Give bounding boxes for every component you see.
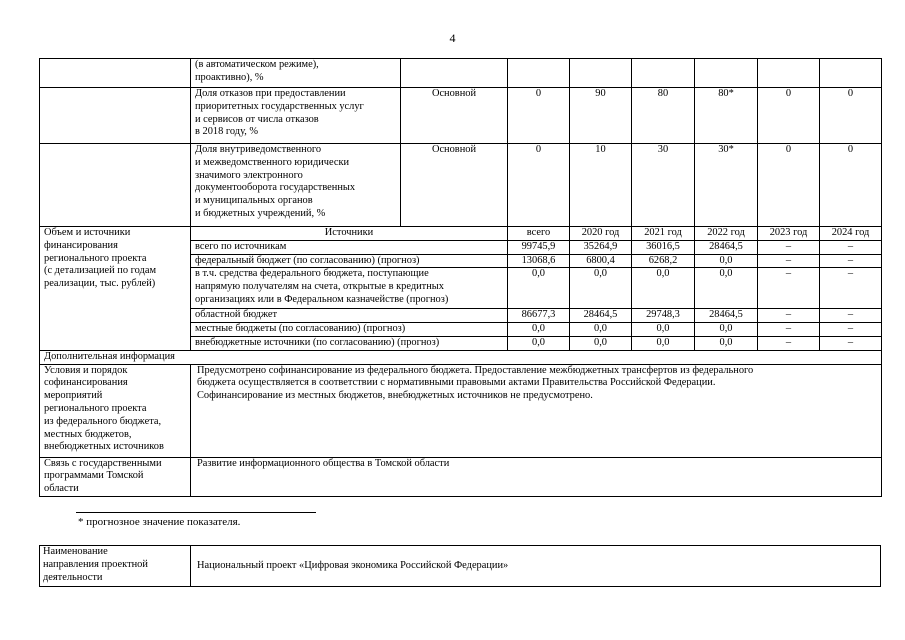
text-line: мероприятий xyxy=(44,390,103,402)
finance-value: – xyxy=(820,268,882,309)
empty-cell xyxy=(40,88,191,144)
indicator-name xyxy=(191,88,401,144)
additional-info: Дополнительная информация xyxy=(40,350,882,364)
text-line: в т.ч. средства федерального бюджета, поступающие xyxy=(195,268,429,280)
year-header: 2023 год xyxy=(758,227,820,241)
indicator-name xyxy=(191,144,401,227)
direction-table xyxy=(39,545,881,587)
indicator-value: 80 xyxy=(632,88,695,144)
finance-value: 0,0 xyxy=(508,268,570,309)
finance-value: – xyxy=(820,240,882,254)
finance-label xyxy=(40,227,191,351)
additional-info-row xyxy=(40,350,882,364)
indicator-type: Основной xyxy=(401,88,508,144)
indicator-value xyxy=(570,59,632,88)
text-line: федеральный бюджет (по согласованию) (прогноз) xyxy=(195,254,420,266)
text-line: проактивно), % xyxy=(195,71,264,83)
finance-value: 0,0 xyxy=(508,323,570,337)
indicator-row xyxy=(40,88,882,144)
finance-value: – xyxy=(820,254,882,268)
indicator-value xyxy=(758,59,820,88)
finance-value: – xyxy=(758,240,820,254)
finance-value: 0,0 xyxy=(570,323,632,337)
text-line: значимого электронного xyxy=(195,169,303,181)
year-header: 2020 год xyxy=(570,227,632,241)
year-header: всего xyxy=(508,227,570,241)
finance-value: – xyxy=(758,309,820,323)
indicator-row xyxy=(40,59,882,88)
text-line: местные бюджеты (по согласованию) (прогноз) xyxy=(195,323,406,335)
finance-value: 35264,9 xyxy=(570,240,632,254)
finance-value: 0,0 xyxy=(570,336,632,350)
year-header: 2021 год xyxy=(632,227,695,241)
indicator-value: 0 xyxy=(508,144,570,227)
finance-value: 0,0 xyxy=(632,323,695,337)
page-number: 4 xyxy=(449,31,456,45)
finance-value: 29748,3 xyxy=(632,309,695,323)
finance-value: 6800,4 xyxy=(570,254,632,268)
text-line: направления проектной xyxy=(43,558,148,570)
text-line: и межведомственного юридически xyxy=(195,156,350,168)
direction-text: Национальный проект «Цифровая экономика Российской Федерации» xyxy=(191,546,881,587)
text-line: финансирования xyxy=(44,239,118,251)
indicator-value xyxy=(508,59,570,88)
indicator-value xyxy=(695,59,758,88)
indicator-value: 0 xyxy=(820,144,882,227)
finance-value: – xyxy=(758,254,820,268)
finance-value: 0,0 xyxy=(632,268,695,309)
finance-value: – xyxy=(820,309,882,323)
finance-value: 36016,5 xyxy=(632,240,695,254)
empty-cell xyxy=(40,59,191,88)
finance-value: 0,0 xyxy=(695,323,758,337)
text-line: программами Томской xyxy=(44,470,144,482)
text-line: и бюджетных учреждений, % xyxy=(195,207,326,219)
text-line: и муниципальных органов xyxy=(195,195,313,207)
indicator-value: 0 xyxy=(508,88,570,144)
text-line: документооборота государственных xyxy=(195,182,356,194)
text-line: Наименование xyxy=(43,546,108,557)
finance-value: 0,0 xyxy=(632,336,695,350)
footnote: * прогнозное значение показателя. xyxy=(78,516,241,528)
text-line: из федерального бюджета, xyxy=(44,415,162,427)
finance-value: 28464,5 xyxy=(695,240,758,254)
text-line: Условия и порядок xyxy=(44,364,128,376)
text-line: регионального проекта xyxy=(44,402,147,414)
finance-value: 28464,5 xyxy=(695,309,758,323)
indicator-value xyxy=(820,59,882,88)
finance-value: 99745,9 xyxy=(508,240,570,254)
text-line: напрямую получателям на счета, открытые в кредитных xyxy=(195,281,444,293)
conditions-label xyxy=(40,364,191,457)
finance-value: – xyxy=(758,323,820,337)
text-line: внебюджетных источников xyxy=(44,441,164,453)
text-line: местных бюджетов, xyxy=(44,428,132,440)
indicator-type xyxy=(401,59,508,88)
direction-row xyxy=(40,546,881,587)
text-line: Доля отказов при предоставлении xyxy=(195,88,346,99)
link-row xyxy=(40,457,882,496)
link-label xyxy=(40,457,191,496)
source-name xyxy=(191,323,508,337)
source-name xyxy=(191,240,508,254)
conditions-text xyxy=(191,364,882,457)
text-line: внебюджетные источники (по согласованию) (прогноз) xyxy=(195,336,440,348)
year-header: 2022 год xyxy=(695,227,758,241)
text-line: организациях или в Федеральном казначействе (прогноз) xyxy=(195,293,449,305)
text-line: всего по источникам xyxy=(195,240,287,252)
finance-value: – xyxy=(820,323,882,337)
finance-header-row xyxy=(40,227,882,241)
text-line: Доля внутриведомственного xyxy=(195,144,322,155)
source-name xyxy=(191,268,508,309)
indicator-value: 10 xyxy=(570,144,632,227)
text-line: приоритетных государственных услуг xyxy=(195,100,364,112)
finance-value: 6268,2 xyxy=(632,254,695,268)
text-line: Объем и источники xyxy=(44,227,131,238)
indicator-value: 0 xyxy=(758,88,820,144)
indicator-row xyxy=(40,144,882,227)
text-line: области xyxy=(44,483,79,495)
text-line: Связь с государственными xyxy=(44,457,162,469)
indicator-type: Основной xyxy=(401,144,508,227)
text-line: (с детализацией по годам xyxy=(44,265,157,277)
conditions-row xyxy=(40,364,882,457)
finance-value: – xyxy=(820,336,882,350)
year-header: 2024 год xyxy=(820,227,882,241)
indicator-value: 30 xyxy=(632,144,695,227)
finance-value: – xyxy=(758,336,820,350)
empty-cell xyxy=(40,144,191,227)
text-line: Софинансирование из местных бюджетов, внебюджетных источников не предусмотрено. xyxy=(197,390,593,402)
finance-value: – xyxy=(758,268,820,309)
sources-header: Источники xyxy=(191,227,508,241)
finance-value: 0,0 xyxy=(695,336,758,350)
finance-value: 0,0 xyxy=(695,268,758,309)
source-name xyxy=(191,309,508,323)
text-line: в 2018 году, % xyxy=(195,126,259,138)
indicator-value: 30* xyxy=(695,144,758,227)
footnote-separator xyxy=(76,512,316,513)
text-line: Предусмотрено софинансирование из федерального бюджета. Предоставление межбюджетных трансфертов из федерального xyxy=(197,364,754,376)
source-name xyxy=(191,336,508,350)
finance-value: 0,0 xyxy=(695,254,758,268)
project-table xyxy=(39,58,882,497)
source-name xyxy=(191,254,508,268)
link-text: Развитие информационного общества в Томской области xyxy=(191,457,882,496)
text-line: областной бюджет xyxy=(195,309,278,321)
indicator-value: 0 xyxy=(758,144,820,227)
indicator-value: 0 xyxy=(820,88,882,144)
text-line: софинансирования xyxy=(44,377,128,389)
finance-value: 86677,3 xyxy=(508,309,570,323)
finance-value: 0,0 xyxy=(570,268,632,309)
direction-label xyxy=(40,546,191,587)
text-line: бюджета осуществляется в соответствии с нормативными правовыми актами Правительства Российской Федерации. xyxy=(197,377,716,389)
finance-value: 13068,6 xyxy=(508,254,570,268)
text-line: (в автоматическом режиме), xyxy=(195,59,319,70)
indicator-name xyxy=(191,59,401,88)
indicator-value: 80* xyxy=(695,88,758,144)
text-line: регионального проекта xyxy=(44,252,147,264)
text-line: реализации, тыс. рублей) xyxy=(44,278,156,290)
text-line: деятельности xyxy=(43,571,103,583)
finance-value: 0,0 xyxy=(508,336,570,350)
finance-value: 28464,5 xyxy=(570,309,632,323)
indicator-value: 90 xyxy=(570,88,632,144)
text-line: и сервисов от числа отказов xyxy=(195,113,319,125)
indicator-value xyxy=(632,59,695,88)
